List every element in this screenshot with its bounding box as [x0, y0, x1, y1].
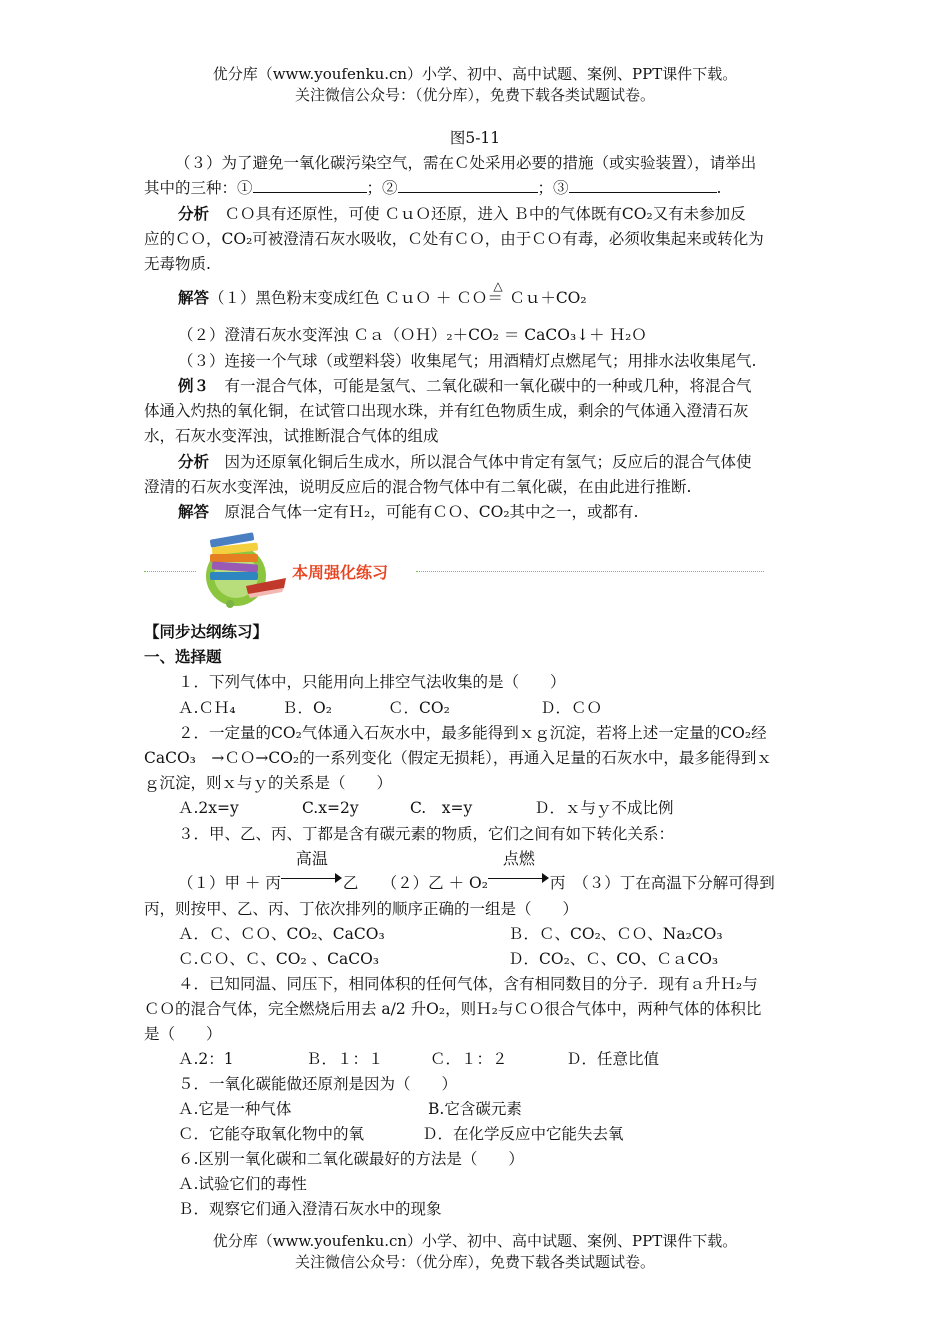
question-6-stem: ６.区别一氧化碳和二氧化碳最好的方法是（ ） [178, 1150, 524, 1168]
question-4-line-1: ４．已知同温、同压下，相同体积的任何气体，含有相同数目的分子．现有ａ升Ｈ₂与 [178, 975, 758, 993]
q5-option-a[interactable]: Ａ.它是一种气体 [178, 1100, 292, 1118]
q6-option-b[interactable]: Ｂ．观察它们通入澄清石灰水中的现象 [178, 1200, 442, 1218]
q3-line-2 [144, 177, 721, 199]
banner-divider-left [144, 571, 196, 572]
analysis-label: 分析 [178, 204, 210, 223]
q3-option-d[interactable]: Ｄ．CO₂、Ｃ、CO、ＣａCO₃ [508, 950, 719, 968]
q1-option-c[interactable]: Ｃ．CO₂ [388, 699, 450, 717]
answer-1-text: （１）黑色粉末变成红色 ＣｕＯ ＋ ＣＯ [209, 289, 488, 307]
header-line-2: 关注微信公众号：（优分库），免费下载各类试题试卷。 [294, 86, 655, 104]
question-3-line-1: ３．甲、乙、丙、丁都是含有碳元素的物质，它们之间有如下转化关系： [178, 825, 675, 843]
question-1-stem: １．下列气体中，只能用向上排空气法收集的是（ ） [178, 673, 566, 691]
answer-1-line-3: （３）连接一个气球（或塑料袋）收集尾气；用酒精灯点燃尾气；用排水法收集尾气. [178, 352, 757, 370]
example-3-text-1: 有一混合气体，可能是氢气、二氧化碳和一氧化碳中的一种或几种，将混合气 [224, 377, 752, 395]
banner-title: 本周强化练习 [292, 563, 389, 582]
answer-label: 解答 [178, 288, 210, 307]
question-3-line-3: 丙，则按甲、乙、丙、丁依次排列的顺序正确的一组是（ ） [144, 900, 579, 918]
section-title: 【同步达纲练习】 [144, 622, 269, 641]
answer-2-line-1 [178, 501, 638, 523]
answer-2-label: 解答 [178, 502, 210, 521]
answer-2-text: 原混合气体一定有Ｈ₂，可能有ＣＯ、CO₂其中之一，或都有. [224, 503, 639, 521]
question-4-line-2: ＣＯ的混合气体，完全燃烧后用去 a/2 升O₂，则Ｈ₂与ＣＯ很合气体中，两种气体的体积比 [144, 1000, 762, 1018]
heat-triangle: △ [493, 279, 503, 293]
q5-option-c[interactable]: Ｃ．它能夺取氧化物中的氧 [178, 1125, 365, 1143]
q4-option-c[interactable]: Ｃ．１：２ [430, 1050, 508, 1068]
q2-option-d[interactable]: Ｄ．ｘ与ｙ不成比例 [534, 799, 674, 817]
q5-option-d[interactable]: Ｄ．在化学反应中它能失去氧 [422, 1125, 624, 1143]
q3-sep-2: ；② [366, 179, 398, 197]
example-3-line-3: 水，石灰水变浑浊，试推断混合气体的组成 [144, 427, 439, 445]
books-illustration-icon [198, 528, 290, 612]
q3-end: . [716, 179, 722, 197]
arrow-right-icon [542, 873, 549, 883]
analysis-2-line-2: 澄清的石灰水变浑浊，说明反应后的混合物气体中有二氧化碳，在由此进行推断. [144, 478, 692, 496]
q3-prefix: 其中的三种：① [144, 179, 253, 197]
reaction-2-condition: 点燃 [502, 849, 535, 868]
heat-symbol [487, 279, 509, 309]
reaction-3: （３）丁在高温下分解可得到 [580, 874, 775, 892]
reaction-1-arrow [281, 849, 343, 888]
analysis-2-text-1: 因为还原氧化铜后生成水，所以混合气体中肯定有氢气；反应后的混合气体使 [224, 453, 752, 471]
equals-sign: ＝ [487, 289, 503, 307]
reaction-2-left: （２）乙 ＋ O₂ [389, 874, 488, 892]
q3-option-a[interactable]: Ａ．Ｃ、ＣＯ、CO₂、CaCO₃ [178, 925, 385, 943]
analysis-1-line-1 [178, 203, 746, 225]
reaction-1-right: 乙 [342, 874, 359, 892]
footer-line-1: 优分库（www.youfenku.cn）小学、初中、高中试题、案例、PPT课件下载。 [212, 1232, 738, 1250]
q5-option-b[interactable]: B.它含碳元素 [428, 1100, 522, 1118]
answer-blank-1[interactable] [253, 178, 367, 193]
question-2-line-1: ２．一定量的CO₂气体通入石灰水中，最多能得到ｘｇ沉淀，若将上述一定量的CO₂经 [178, 724, 767, 742]
answer-blank-2[interactable] [398, 178, 538, 193]
q3-line-1: （３）为了避免一氧化碳污染空气，需在Ｃ处采用必要的措施（或实验装置），请举出 [175, 154, 757, 172]
footer-line-2: 关注微信公众号：（优分库），免费下载各类试题试卷。 [294, 1253, 655, 1271]
analysis-1-line-3: 无毒物质. [144, 255, 211, 273]
answer-blank-3[interactable] [569, 178, 717, 193]
banner-divider-right [416, 571, 764, 572]
q2-option-b[interactable]: C.x=2y [302, 799, 359, 817]
reaction-2-right: 丙 [549, 874, 566, 892]
q6-option-a[interactable]: Ａ.试验它们的毒性 [178, 1175, 307, 1193]
question-2-line-2: CaCO₃ →ＣＯ→CO₂的一系列变化（假定无损耗），再通入足量的石灰水中，最多能得到ｘ [144, 749, 772, 767]
question-3-reactions [178, 849, 775, 894]
q2-option-a[interactable]: Ａ.2x=y [178, 799, 239, 817]
figure-caption: 图5-11 [449, 129, 501, 147]
analysis-1-line-2: 应的ＣＯ，CO₂可被澄清石灰水吸收，Ｃ处有ＣＯ，由于ＣＯ有毒，必须收集起来或转化为 [144, 230, 764, 248]
reaction-1-left: （１）甲 ＋ 丙 [178, 874, 281, 892]
analysis-2-line-1 [178, 451, 752, 473]
question-5-stem: ５．一氧化碳能做还原剂是因为（ ） [178, 1075, 458, 1093]
question-2-line-3: ｇ沉淀，则ｘ与ｙ的关系是（ ） [144, 774, 393, 792]
answer-1-end: Ｃｕ＋CO₂ [509, 289, 587, 307]
q4-option-d[interactable]: Ｄ．任意比值 [566, 1050, 660, 1068]
example-label: 例３ [178, 376, 210, 395]
example-3-line-2: 体通入灼热的氧化铜，在试管口出现水珠，并有红色物质生成，剩余的气体通入澄清石灰 [144, 402, 749, 420]
analysis-2-label: 分析 [178, 452, 210, 471]
q2-option-c[interactable]: C. x=y [410, 799, 473, 817]
q1-option-d[interactable]: Ｄ．ＣＯ [540, 699, 603, 717]
q4-option-b[interactable]: Ｂ．１：１ [306, 1050, 384, 1068]
header-line-1: 优分库（www.youfenku.cn）小学、初中、高中试题、案例、PPT课件下载。 [212, 65, 738, 83]
arrow-right-icon [335, 873, 342, 883]
analysis-1-text-1: ＣＯ具有还原性，可使 ＣｕＯ还原，进入 Ｂ中的气体既有CO₂又有未参加反 [224, 205, 746, 223]
question-4-line-3: 是（ ） [144, 1025, 222, 1043]
reaction-2-arrow [488, 849, 550, 888]
q3-sep-3: ；③ [537, 179, 569, 197]
section-subtitle: 一、选择题 [144, 647, 222, 666]
example-3-line-1 [178, 375, 752, 397]
reaction-1-condition: 高温 [295, 849, 328, 868]
answer-1-line-1 [178, 279, 587, 309]
q1-option-b[interactable]: Ｂ．O₂ [282, 699, 332, 717]
q1-option-a[interactable]: Ａ.ＣＨ₄ [178, 699, 236, 717]
q4-option-a[interactable]: Ａ.2：1 [178, 1050, 234, 1068]
answer-1-line-2: （２）澄清石灰水变浑浊 Ｃａ（ＯＨ）₂＋CO₂ ＝ CaCO₃↓＋ Ｈ₂Ｏ [178, 326, 647, 344]
q3-option-c[interactable]: Ｃ.ＣＯ、Ｃ、CO₂ 、CaCO₃ [178, 950, 380, 968]
q3-option-b[interactable]: Ｂ．Ｃ、CO₂、ＣＯ、Na₂CO₃ [508, 925, 723, 943]
